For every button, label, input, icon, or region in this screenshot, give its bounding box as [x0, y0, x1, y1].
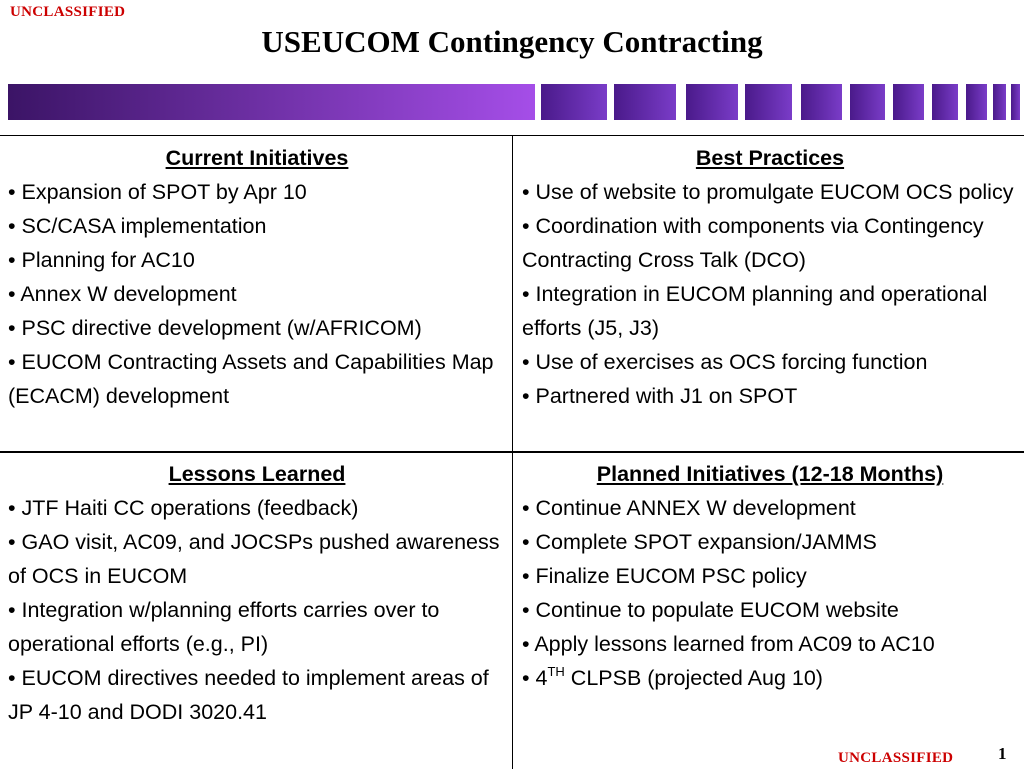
horizontal-divider — [0, 451, 1024, 453]
list-item: • JTF Haiti CC operations (feedback) — [8, 496, 359, 520]
vertical-divider — [512, 136, 513, 769]
banner-block — [686, 84, 738, 120]
banner-block — [850, 84, 885, 120]
list-item: • Expansion of SPOT by Apr 10 — [8, 180, 307, 204]
list-item: • SC/CASA implementation — [8, 214, 267, 238]
classification-marking-bottom: UNCLASSIFIED — [838, 750, 954, 766]
banner-block — [893, 84, 924, 120]
list-item: • Integration in EUCOM planning and operational efforts (J5, J3) — [522, 282, 988, 340]
banner-block — [541, 84, 607, 120]
banner-block — [1011, 84, 1020, 120]
banner-block — [801, 84, 842, 120]
planned-initiatives-section — [514, 457, 1024, 695]
lessons-learned-heading: Lessons Learned — [168, 462, 346, 486]
banner-block — [993, 84, 1006, 120]
classification-marking-top: UNCLASSIFIED — [10, 4, 126, 20]
list-item: • Planning for AC10 — [8, 248, 195, 272]
list-item: • Continue to populate EUCOM website — [522, 598, 899, 622]
list-item: • Partnered with J1 on SPOT — [522, 384, 798, 408]
page-number: 1 — [998, 744, 1007, 763]
list-item: • Continue ANNEX W development — [522, 496, 856, 520]
list-item: • EUCOM directives needed to implement areas of JP 4-10 and DODI 3020.41 — [8, 666, 489, 724]
content-grid — [0, 135, 1024, 769]
best-practices-section — [514, 141, 1024, 413]
list-item: • Use of website to promulgate EUCOM OCS policy — [522, 180, 1014, 204]
current-initiatives-section — [0, 141, 512, 413]
superscript: TH — [547, 664, 565, 679]
banner-block — [745, 84, 792, 120]
list-item: • Annex W development — [8, 282, 237, 306]
current-initiatives-heading: Current Initiatives — [165, 146, 349, 170]
list-item — [522, 661, 1018, 695]
list-item: • Integration w/planning efforts carries over to operational efforts (e.g., PI) — [8, 598, 440, 656]
banner-block — [966, 84, 987, 120]
best-practices-heading: Best Practices — [695, 146, 845, 170]
banner-block — [932, 84, 958, 120]
list-item: • Finalize EUCOM PSC policy — [522, 564, 807, 588]
list-item: • EUCOM Contracting Assets and Capabilities Map (ECACM) development — [8, 350, 494, 408]
decorative-banner — [0, 84, 1024, 120]
slide-title: USEUCOM Contingency Contracting — [261, 24, 763, 59]
list-item: • Apply lessons learned from AC09 to AC10 — [522, 632, 935, 656]
planned-initiatives-heading: Planned Initiatives (12-18 Months) — [596, 462, 944, 486]
item-prefix: • 4 — [522, 666, 548, 690]
item-text: CLPSB (projected Aug 10) — [564, 666, 823, 690]
list-item: • GAO visit, AC09, and JOCSPs pushed awareness of OCS in EUCOM — [8, 530, 500, 588]
list-item: • Complete SPOT expansion/JAMMS — [522, 530, 877, 554]
list-item: • Coordination with components via Contingency Contracting Cross Talk (DCO) — [522, 214, 984, 272]
lessons-learned-section — [0, 457, 512, 729]
list-item: • PSC directive development (w/AFRICOM) — [8, 316, 422, 340]
list-item: • Use of exercises as OCS forcing function — [522, 350, 928, 374]
banner-block — [614, 84, 676, 120]
